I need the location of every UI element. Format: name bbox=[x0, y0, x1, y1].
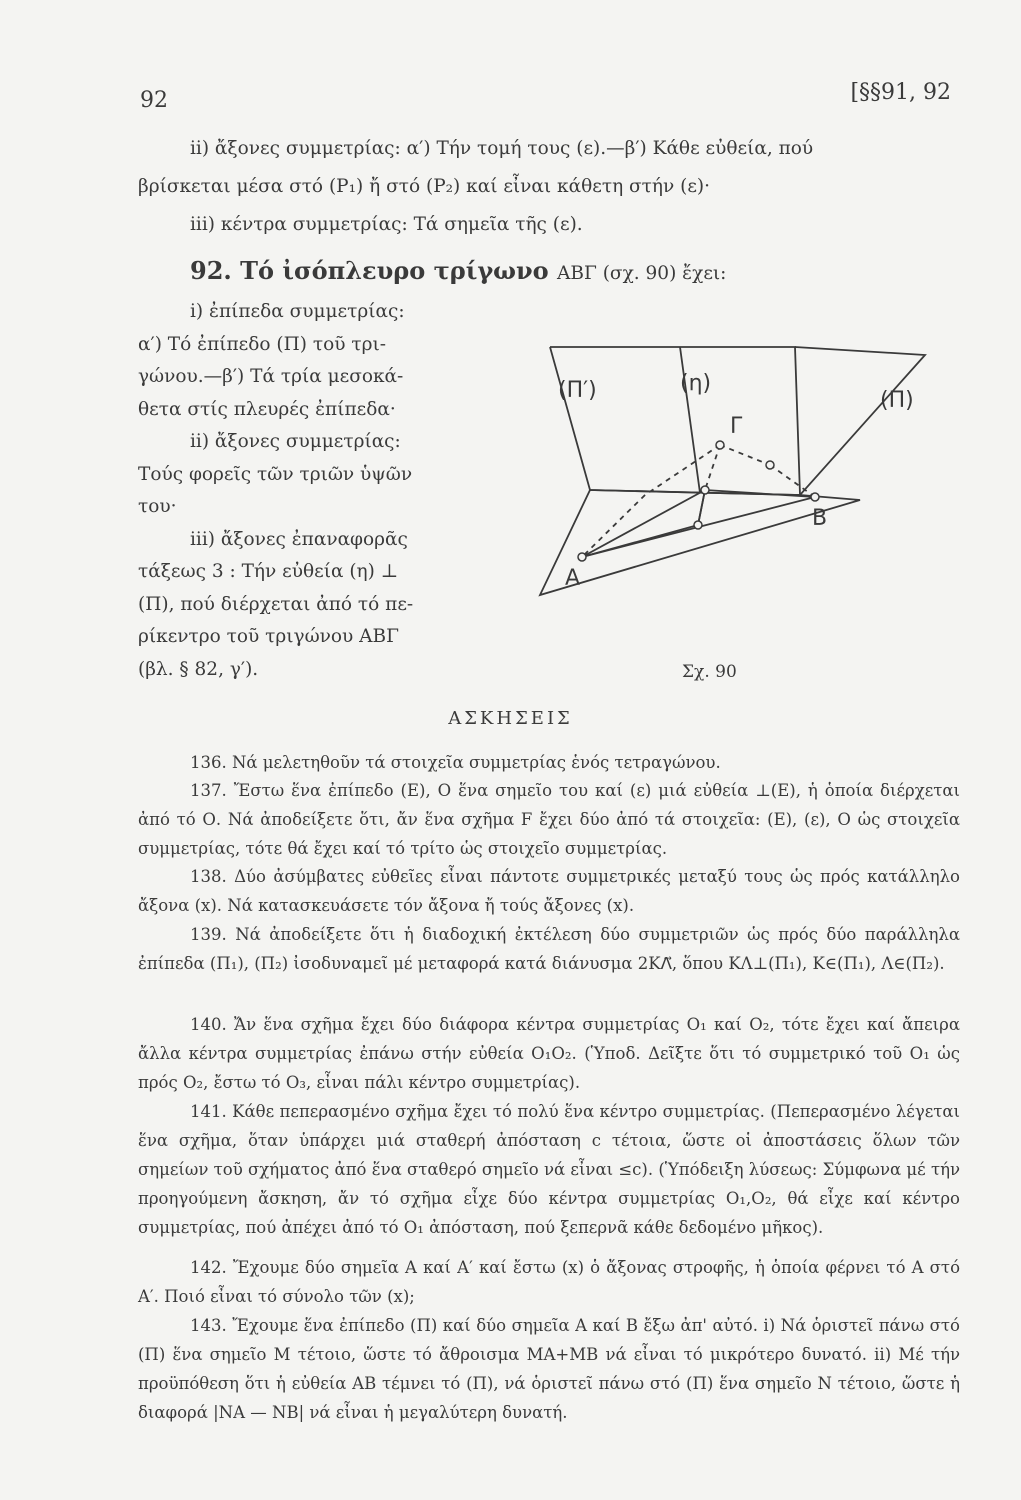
point-b bbox=[811, 493, 819, 501]
line-eta bbox=[680, 347, 700, 493]
dashed-g-mid bbox=[720, 445, 770, 465]
text-line: α′) Τό ἐπίπεδο (Π) τοῦ τρι- bbox=[138, 333, 386, 355]
section-title-rest: ΑΒΓ (σχ. 90) ἔχει: bbox=[557, 263, 727, 284]
exercise-141: 141. Κάθε πεπερασμένο σχῆμα ἔχει τό πολύ ἕνα κέντρο συμμετρίας. (Πεπερασμένο λέγεται ἕνα σχῆμα, ὅταν ὑπάρχει μιά σταθερή ἀπόσταση c τέτοια, ὥστε οἱ ἀποστάσεις ὅλων τῶν σημείων τοῦ σχήματος ἀπό ἕνα σταθερό σημεῖο νά εἶναι ≤c). (Ὑπόδειξη λύσεως: Σύμφωνα μέ τήν προηγούμενη ἄσκηση, ἄν τό σχῆμα εἶχε δύο κέντρα συμμετρίας Ο₁,Ο₂, θά εἶχε καί κέντρο συμμετρίας, πού ἀπέχει ἀπό τό Ο₁ ἀπόσταση, πού ξεπερνᾶ κάθε δεδομένο μῆκος). bbox=[138, 1102, 960, 1237]
text-line: θετα στίς πλευρές ἐπίπεδα· bbox=[138, 398, 396, 420]
point-h bbox=[701, 486, 709, 494]
segment-foot bbox=[698, 490, 705, 525]
text-line: iii) κέντρα συμμετρίας: Τά σημεῖα τῆς (ε). bbox=[190, 214, 583, 235]
exercises-heading: ΑΣΚΗΣΕΙΣ bbox=[448, 708, 573, 729]
label-pi-prime: (Π′) bbox=[558, 378, 597, 403]
section-title: 92. Τό ἰσόπλευρο τρίγωνο bbox=[190, 256, 549, 285]
text-line: Τούς φορεῖς τῶν τριῶν ὑψῶν bbox=[138, 463, 413, 485]
label-eta: (η) bbox=[680, 371, 712, 396]
point-g bbox=[716, 441, 724, 449]
text-line: iii) ἄξονες ἐπαναφορᾶς bbox=[190, 528, 408, 550]
point-a bbox=[578, 553, 586, 561]
label-a: Α bbox=[565, 566, 581, 591]
plane-pi bbox=[590, 347, 925, 495]
plane-pi-prime bbox=[550, 347, 800, 495]
point-m bbox=[694, 521, 702, 529]
text-line: του· bbox=[138, 496, 177, 517]
text-line: i) ἐπίπεδα συμμετρίας: bbox=[190, 301, 405, 322]
label-pi: (Π) bbox=[880, 388, 914, 413]
exercise-138: 138. Δύο ἀσύμβατες εὐθεῖες εἶναι πάντοτε συμμετρικές μεταξύ τους ὡς πρός κατάλληλο ἄξονα (x). Νά κατασκευάσετε τόν ἄξονα ἤ τούς ἄξονες (x). bbox=[138, 867, 960, 915]
text-line: τάξεως 3 : Τήν εὐθεία (η) ⊥ bbox=[138, 561, 399, 582]
text-line: (βλ. § 82, γ′). bbox=[138, 658, 259, 680]
exercise-143: 143. Ἔχουμε ἕνα ἐπίπεδο (Π) καί δύο σημεῖα Α καί Β ἔξω ἀπ' αὐτό. i) Νά ὁριστεῖ πάνω στό (Π) ἕνα σημεῖο Μ τέτοιο, ὥστε τό ἄθροισμα ΜΑ+ΜΒ νά εἶναι τό μικρότερο δυνατό. ii) Μέ τήν προϋπόθεση ὅτι ἡ εὐθεία ΑΒ τέμνει τό (Π), νά ὁριστεῖ πάνω στό (Π) ἕνα σημεῖο Ν τέτοιο, ὥστε ἡ διαφορά |ΝΑ — ΝΒ| νά εἶναι ἡ μεγαλύτερη δυνατή. bbox=[138, 1316, 960, 1422]
text-line: ρίκεντρο τοῦ τριγώνου ΑΒΓ bbox=[138, 626, 399, 647]
section-body bbox=[138, 296, 480, 686]
text-line: ii) ἄξονες συμμετρίας: bbox=[190, 431, 401, 452]
label-b: Β bbox=[812, 506, 828, 531]
text-line: (Π), πού διέρχεται ἀπό τό πε- bbox=[138, 593, 414, 615]
point-mid bbox=[766, 461, 774, 469]
text-line: γώνου.—β′) Τά τρία μεσοκά- bbox=[138, 366, 404, 387]
dashed-mid-b bbox=[770, 465, 815, 497]
text-line: βρίσκεται μέσα στό (P₁) ἤ στό (P₂) καί εἶναι κάθετη στήν (ε)· bbox=[138, 176, 711, 197]
figure-90 bbox=[530, 335, 950, 635]
text-line: ii) ἄξονες συμμετρίας: α′) Τήν τομή τους (ε).—β′) Κάθε εὐθεία, πού bbox=[190, 138, 814, 159]
section-heading bbox=[190, 256, 726, 285]
page-number: 92 bbox=[140, 88, 168, 113]
label-gamma: Γ bbox=[730, 414, 743, 439]
section-reference: [§§91, 92 bbox=[850, 80, 951, 105]
exercise-142: 142. Ἔχουμε δύο σημεῖα Α καί Α′ καί ἔστω (x) ὁ ἄξονας στροφῆς, ἡ ὁποία φέρνει τό Α στό Α′. Ποιό εἶναι τό σύνολο τῶν (x); bbox=[138, 1258, 960, 1306]
exercise-136: 136. Νά μελετηθοῦν τά στοιχεῖα συμμετρίας ἑνός τετραγώνου. bbox=[190, 753, 721, 772]
figure-caption: Σχ. 90 bbox=[682, 662, 737, 682]
exercise-140: 140. Ἄν ἕνα σχῆμα ἔχει δύο διάφορα κέντρα συμμετρίας Ο₁ καί Ο₂, τότε ἔχει καί ἄπειρα ἄλλα κέντρα συμμετρίας ἐπάνω στήν εὐθεία Ο₁Ο₂. (Ὑποδ. Δεῖξτε ὅτι τό συμμετρικό τοῦ Ο₁ ὡς πρός Ο₂, ἔστω τό Ο₃, εἶναι πάλι κέντρο συμμετρίας). bbox=[138, 1015, 960, 1092]
dashed-g-h bbox=[705, 445, 720, 490]
exercise-139: 139. Νά ἀποδείξετε ὅτι ἡ διαδοχική ἐκτέλεση δύο συμμετριῶν ὡς πρός δύο παράλληλα ἐπίπεδα (Π₁), (Π₂) ἰσοδυναμεῖ μέ μεταφορά κατά διάνυσμα 2ΚΛ⃗, ὅπου ΚΛ⊥(Π₁), Κ∈(Π₁), Λ∈(Π₂). bbox=[138, 925, 960, 973]
segment-a-h bbox=[582, 490, 705, 557]
exercise-137: 137. Ἔστω ἕνα ἐπίπεδο (Ε), Ο ἕνα σημεῖο του καί (ε) μιά εὐθεία ⊥(Ε), ἡ ὁποία διέρχεται ἀπό τό Ο. Νά ἀποδείξετε ὅτι, ἄν ἕνα σχῆμα F ἔχει δύο ἀπό τά στοιχεῖα: (Ε), (ε), Ο ὡς στοιχεῖα συμμετρίας, τότε θά ἔχει καί τό τρίτο ὡς στοιχεῖο συμμετρίας. bbox=[138, 781, 960, 858]
